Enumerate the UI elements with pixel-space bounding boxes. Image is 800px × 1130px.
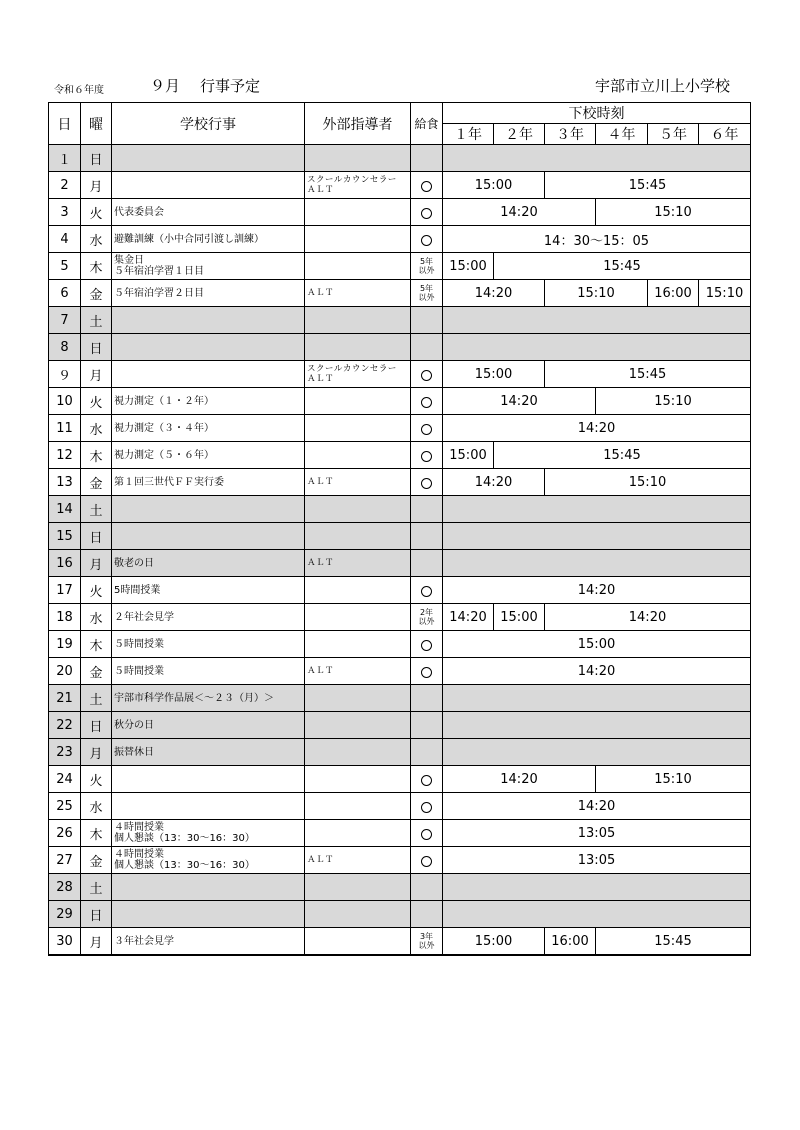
lunch-note: 5年以外	[418, 284, 435, 302]
day-cell: １	[49, 145, 81, 172]
event-text: 5時間授業	[114, 584, 161, 596]
event-text: 避難訓練（小中合同引渡し訓練）	[114, 233, 264, 245]
table-row	[49, 577, 751, 604]
dismissal-time: 14:20	[443, 415, 751, 442]
day-cell: 12	[49, 442, 81, 469]
table-row	[49, 388, 751, 415]
event-cell	[112, 766, 305, 793]
day-cell: 21	[49, 685, 81, 712]
event-text: 代表委員会	[114, 206, 164, 218]
dismissal-time: 15:10	[545, 280, 648, 307]
lunch-cell	[411, 469, 443, 496]
lunch-circle-icon	[421, 802, 432, 813]
dismissal-time: 16:00	[545, 928, 596, 956]
lunch-circle-icon	[421, 775, 432, 786]
event-cell	[112, 226, 305, 253]
lunch-cell	[411, 874, 443, 901]
guide-text: スクールカウンセラー	[307, 364, 397, 374]
dismissal-cell	[443, 496, 751, 523]
lunch-circle-icon	[421, 181, 432, 192]
table-row	[49, 307, 751, 334]
event-text: 振替休日	[114, 746, 154, 758]
dismissal-cell	[443, 739, 751, 766]
table-row	[49, 604, 751, 631]
event-text: ５時間授業	[114, 638, 164, 650]
dismissal-time: 15:00	[494, 604, 545, 631]
weekday-cell: 日	[81, 901, 112, 928]
weekday-cell: 木	[81, 631, 112, 658]
guide-cell	[305, 388, 411, 415]
event-cell	[112, 253, 305, 280]
lunch-cell	[411, 604, 443, 631]
dismissal-time: 14:20	[443, 199, 596, 226]
guide-text: ＡＬＴ	[307, 477, 335, 487]
event-cell	[112, 793, 305, 820]
event-cell	[112, 145, 305, 172]
dismissal-cell	[443, 685, 751, 712]
weekday-cell: 火	[81, 766, 112, 793]
lunch-note: 3年以外	[418, 932, 435, 950]
dismissal-time: 14:20	[443, 577, 751, 604]
table-row	[49, 874, 751, 901]
dismissal-time: 15:10	[699, 280, 751, 307]
weekday-cell: 土	[81, 496, 112, 523]
day-cell: 10	[49, 388, 81, 415]
event-text: ３年社会見学	[114, 935, 174, 947]
event-text: 敬老の日	[114, 557, 154, 569]
event-text: ４時間授業	[114, 822, 164, 833]
day-cell: 5	[49, 253, 81, 280]
dismissal-cell	[443, 334, 751, 361]
lunch-cell	[411, 172, 443, 199]
guide-cell	[305, 496, 411, 523]
dismissal-time: 14:20	[545, 604, 751, 631]
event-cell	[112, 604, 305, 631]
day-cell: 15	[49, 523, 81, 550]
guide-text: ＡＬＴ	[307, 855, 335, 865]
lunch-circle-icon	[421, 856, 432, 867]
weekday-cell: 月	[81, 928, 112, 956]
lunch-circle-icon	[421, 370, 432, 381]
guide-cell	[305, 415, 411, 442]
schedule-table	[48, 102, 751, 956]
lunch-cell	[411, 442, 443, 469]
event-text: 視力測定（３・４年）	[114, 422, 214, 434]
dismissal-time: 15:10	[596, 766, 751, 793]
guide-cell	[305, 307, 411, 334]
dismissal-time: 15:10	[596, 199, 751, 226]
guide-cell	[305, 604, 411, 631]
header-grade: ５年	[648, 124, 699, 145]
lunch-cell	[411, 712, 443, 739]
lunch-circle-icon	[421, 640, 432, 651]
header-grade: １年	[443, 124, 494, 145]
guide-cell	[305, 685, 411, 712]
table-row	[49, 145, 751, 172]
header-events: 学校行事	[112, 103, 305, 145]
dismissal-time: 15:45	[494, 442, 751, 469]
table-row	[49, 280, 751, 307]
table-row	[49, 172, 751, 199]
table-row	[49, 820, 751, 847]
dismissal-time: 15:45	[494, 253, 751, 280]
table-row	[49, 442, 751, 469]
lunch-cell	[411, 847, 443, 874]
lunch-cell	[411, 415, 443, 442]
event-cell	[112, 658, 305, 685]
weekday-cell: 水	[81, 415, 112, 442]
header-day: 日	[49, 103, 81, 145]
lunch-cell	[411, 523, 443, 550]
weekday-cell: 火	[81, 388, 112, 415]
dismissal-time: 15:00	[443, 361, 545, 388]
dismissal-time: 16:00	[648, 280, 699, 307]
table-row	[49, 901, 751, 928]
guide-cell	[305, 469, 411, 496]
weekday-cell: 水	[81, 793, 112, 820]
dismissal-time: 15:00	[443, 442, 494, 469]
lunch-cell	[411, 145, 443, 172]
day-cell: 22	[49, 712, 81, 739]
event-cell	[112, 307, 305, 334]
event-text: 個人懇談（13：30～16：30）	[114, 833, 255, 844]
guide-cell	[305, 739, 411, 766]
dismissal-time: 15:45	[545, 361, 751, 388]
day-cell: 20	[49, 658, 81, 685]
day-cell: 11	[49, 415, 81, 442]
guide-cell	[305, 523, 411, 550]
weekday-cell: 土	[81, 307, 112, 334]
fiscal-year-label: 令和６年度	[54, 85, 104, 96]
guide-cell	[305, 253, 411, 280]
dismissal-time: 14:20	[443, 280, 545, 307]
guide-text: ＡＬＴ	[307, 558, 335, 568]
table-row	[49, 793, 751, 820]
dismissal-time: 15:00	[443, 253, 494, 280]
guide-cell	[305, 847, 411, 874]
weekday-cell: 金	[81, 280, 112, 307]
table-row	[49, 199, 751, 226]
lunch-cell	[411, 658, 443, 685]
table-row	[49, 334, 751, 361]
dismissal-cell	[443, 712, 751, 739]
day-cell: 8	[49, 334, 81, 361]
guide-cell	[305, 901, 411, 928]
event-cell	[112, 712, 305, 739]
lunch-cell	[411, 739, 443, 766]
guide-cell	[305, 820, 411, 847]
day-cell: 26	[49, 820, 81, 847]
event-text: 視力測定（５・６年）	[114, 449, 214, 461]
day-cell: 28	[49, 874, 81, 901]
weekday-cell: 月	[81, 739, 112, 766]
table-row	[49, 631, 751, 658]
weekday-cell: 金	[81, 847, 112, 874]
lunch-circle-icon	[421, 478, 432, 489]
event-text: 集金日	[114, 255, 144, 266]
day-cell: 2	[49, 172, 81, 199]
guide-text: ＡＬＴ	[307, 374, 335, 384]
dismissal-time: 13:05	[443, 820, 751, 847]
lunch-cell	[411, 253, 443, 280]
event-cell	[112, 523, 305, 550]
event-cell	[112, 388, 305, 415]
guide-cell	[305, 145, 411, 172]
lunch-cell	[411, 307, 443, 334]
day-cell: 17	[49, 577, 81, 604]
event-cell	[112, 928, 305, 956]
day-cell: 16	[49, 550, 81, 577]
dismissal-time: 14:20	[443, 658, 751, 685]
lunch-cell	[411, 496, 443, 523]
weekday-cell: 日	[81, 145, 112, 172]
lunch-cell	[411, 334, 443, 361]
lunch-circle-icon	[421, 829, 432, 840]
lunch-note: 2年以外	[418, 608, 435, 626]
guide-cell	[305, 766, 411, 793]
table-row	[49, 928, 751, 956]
event-cell	[112, 550, 305, 577]
guide-text: ＡＬＴ	[307, 666, 335, 676]
weekday-cell: 金	[81, 469, 112, 496]
weekday-cell: 土	[81, 685, 112, 712]
lunch-cell	[411, 280, 443, 307]
header-dismissal: 下校時刻	[443, 103, 751, 124]
dismissal-time: 15:10	[545, 469, 751, 496]
dismissal-cell	[443, 145, 751, 172]
dismissal-time: 14:20	[443, 388, 596, 415]
lunch-circle-icon	[421, 667, 432, 678]
dismissal-time: 14:20	[443, 793, 751, 820]
table-row	[49, 739, 751, 766]
weekday-cell: 月	[81, 550, 112, 577]
lunch-circle-icon	[421, 424, 432, 435]
day-cell: 7	[49, 307, 81, 334]
lunch-circle-icon	[421, 235, 432, 246]
dismissal-cell	[443, 523, 751, 550]
event-cell	[112, 901, 305, 928]
guide-cell	[305, 928, 411, 956]
dismissal-cell	[443, 307, 751, 334]
lunch-cell	[411, 820, 443, 847]
dismissal-time: 14:20	[443, 604, 494, 631]
weekday-cell: 土	[81, 874, 112, 901]
event-text: ４時間授業	[114, 849, 164, 860]
lunch-cell	[411, 577, 443, 604]
dismissal-time: 13:05	[443, 847, 751, 874]
day-cell: 3	[49, 199, 81, 226]
event-cell	[112, 631, 305, 658]
guide-cell	[305, 199, 411, 226]
page-title: 行事予定	[200, 77, 261, 95]
header-grade: ６年	[699, 124, 751, 145]
guide-cell	[305, 631, 411, 658]
school-name: 宇部市立川上小学校	[594, 77, 730, 95]
event-text: 秋分の日	[114, 719, 154, 731]
table-row	[49, 658, 751, 685]
day-cell: 29	[49, 901, 81, 928]
guide-cell	[305, 550, 411, 577]
header-grade: ３年	[545, 124, 596, 145]
event-cell	[112, 361, 305, 388]
lunch-cell	[411, 388, 443, 415]
lunch-circle-icon	[421, 586, 432, 597]
lunch-circle-icon	[421, 397, 432, 408]
guide-text: ＡＬＴ	[307, 288, 335, 298]
guide-cell	[305, 874, 411, 901]
guide-cell	[305, 226, 411, 253]
table-row	[49, 766, 751, 793]
dismissal-cell	[443, 874, 751, 901]
lunch-note: 5年以外	[418, 257, 435, 275]
event-cell	[112, 415, 305, 442]
weekday-cell: 日	[81, 712, 112, 739]
day-cell: ９	[49, 361, 81, 388]
dismissal-time: 15:00	[443, 631, 751, 658]
event-text: ５年宿泊学習２日目	[114, 287, 204, 299]
dismissal-time: 14:20	[443, 766, 596, 793]
dismissal-time: 15:00	[443, 172, 545, 199]
header-grade: ４年	[596, 124, 648, 145]
event-cell	[112, 442, 305, 469]
event-text: ５時間授業	[114, 665, 164, 677]
event-cell	[112, 874, 305, 901]
dismissal-time: 14:20	[443, 469, 545, 496]
event-cell	[112, 469, 305, 496]
header-lunch: 給食	[411, 103, 443, 145]
dismissal-time: 15:10	[596, 388, 751, 415]
day-cell: 6	[49, 280, 81, 307]
guide-cell	[305, 793, 411, 820]
weekday-cell: 木	[81, 820, 112, 847]
guide-cell	[305, 658, 411, 685]
dismissal-time: 14：30～15：05	[443, 226, 751, 253]
event-cell	[112, 334, 305, 361]
guide-cell	[305, 172, 411, 199]
event-cell	[112, 685, 305, 712]
event-cell	[112, 820, 305, 847]
guide-cell	[305, 712, 411, 739]
lunch-cell	[411, 793, 443, 820]
header-weekday: 曜	[81, 103, 112, 145]
event-cell	[112, 280, 305, 307]
event-cell	[112, 577, 305, 604]
weekday-cell: 木	[81, 253, 112, 280]
lunch-cell	[411, 685, 443, 712]
lunch-cell	[411, 226, 443, 253]
table-row	[49, 226, 751, 253]
event-cell	[112, 199, 305, 226]
lunch-cell	[411, 928, 443, 956]
guide-text: ＡＬＴ	[307, 185, 335, 195]
weekday-cell: 火	[81, 199, 112, 226]
event-text: 宇部市科学作品展＜～２３（月）＞	[114, 692, 274, 704]
weekday-cell: 月	[81, 172, 112, 199]
dismissal-cell	[443, 550, 751, 577]
lunch-cell	[411, 766, 443, 793]
day-cell: 24	[49, 766, 81, 793]
dismissal-time: 15:45	[545, 172, 751, 199]
weekday-cell: 火	[81, 577, 112, 604]
day-cell: 14	[49, 496, 81, 523]
event-cell	[112, 847, 305, 874]
guide-cell	[305, 442, 411, 469]
table-row	[49, 847, 751, 874]
table-row	[49, 523, 751, 550]
event-cell	[112, 739, 305, 766]
guide-cell	[305, 577, 411, 604]
lunch-cell	[411, 199, 443, 226]
table-row	[49, 496, 751, 523]
day-cell: 18	[49, 604, 81, 631]
table-row	[49, 469, 751, 496]
day-cell: 4	[49, 226, 81, 253]
weekday-cell: 月	[81, 361, 112, 388]
event-cell	[112, 172, 305, 199]
month-label: ９月	[150, 77, 181, 95]
header-grade: ２年	[494, 124, 545, 145]
event-text: 個人懇談（13：30～16：30）	[114, 860, 255, 871]
day-cell: 23	[49, 739, 81, 766]
guide-text: スクールカウンセラー	[307, 175, 397, 185]
table-row	[49, 550, 751, 577]
guide-cell	[305, 334, 411, 361]
guide-cell	[305, 280, 411, 307]
dismissal-time: 15:45	[596, 928, 751, 956]
table-row	[49, 361, 751, 388]
day-cell: 25	[49, 793, 81, 820]
lunch-circle-icon	[421, 208, 432, 219]
table-row	[49, 712, 751, 739]
lunch-cell	[411, 901, 443, 928]
day-cell: 27	[49, 847, 81, 874]
weekday-cell: 水	[81, 226, 112, 253]
day-cell: 19	[49, 631, 81, 658]
event-text: 視力測定（１・２年）	[114, 395, 214, 407]
table-row	[49, 253, 751, 280]
weekday-cell: 金	[81, 658, 112, 685]
event-text: ５年宿泊学習１日目	[114, 266, 204, 277]
weekday-cell: 水	[81, 604, 112, 631]
weekday-cell: 日	[81, 523, 112, 550]
event-text: 第１回三世代ＦＦ実行委	[114, 476, 224, 488]
day-cell: 13	[49, 469, 81, 496]
lunch-cell	[411, 631, 443, 658]
lunch-cell	[411, 550, 443, 577]
lunch-circle-icon	[421, 451, 432, 462]
table-row	[49, 685, 751, 712]
weekday-cell: 木	[81, 442, 112, 469]
event-cell	[112, 496, 305, 523]
event-text: ２年社会見学	[114, 611, 174, 623]
dismissal-time: 15:00	[443, 928, 545, 956]
guide-cell	[305, 361, 411, 388]
day-cell: 30	[49, 928, 81, 956]
lunch-cell	[411, 361, 443, 388]
dismissal-cell	[443, 901, 751, 928]
header-guide: 外部指導者	[305, 103, 411, 145]
weekday-cell: 日	[81, 334, 112, 361]
table-row	[49, 415, 751, 442]
